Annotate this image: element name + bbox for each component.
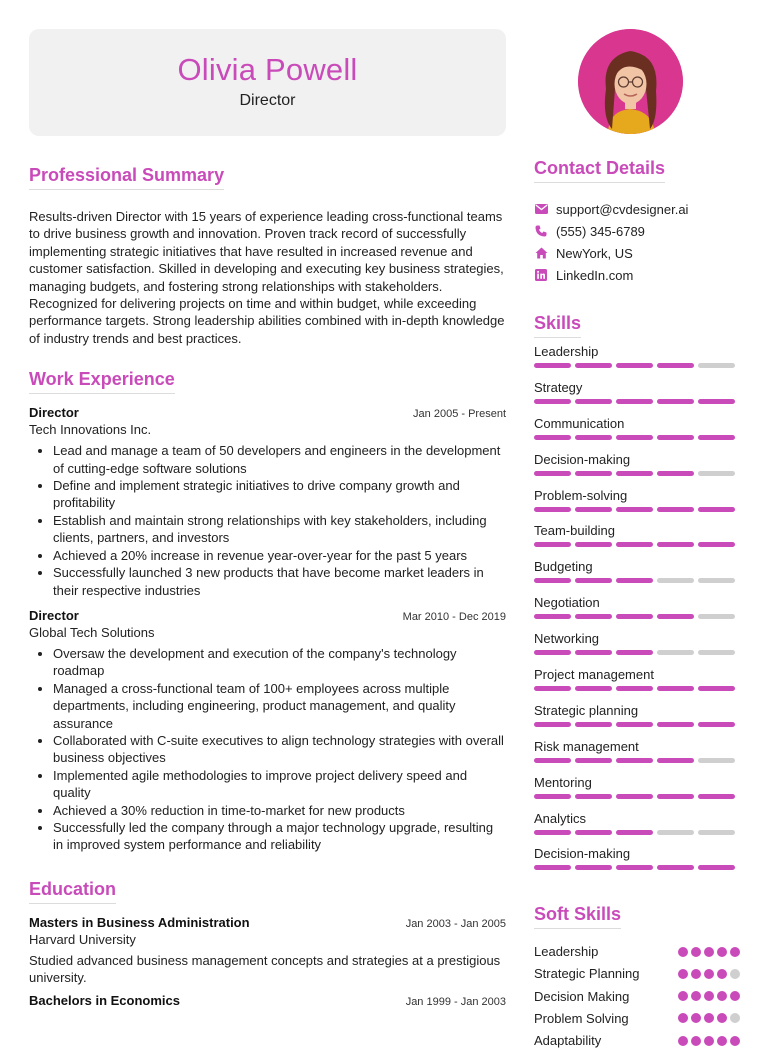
name-header: [29, 29, 506, 136]
skill-level-segment: [534, 722, 571, 727]
skill-level-segment: [575, 435, 612, 440]
candidate-name: Olivia Powell: [177, 52, 358, 87]
education-entry: [29, 915, 506, 987]
avatar: [578, 29, 683, 134]
degree-title: Bachelors in Economics: [29, 992, 180, 1008]
rating-dot: [717, 1013, 727, 1023]
job-title: Director: [29, 607, 79, 623]
job-title: Director: [29, 405, 79, 421]
skill-level-segment: [616, 507, 653, 512]
skill-level-bar: [534, 686, 740, 691]
skill-level-segment: [698, 435, 735, 440]
contact-linkedin[interactable]: [534, 264, 740, 286]
education-heading: Education: [29, 879, 116, 904]
skill-level-segment: [616, 471, 653, 476]
soft-skill-label: Adaptability: [534, 1033, 602, 1049]
list-item: • Successfully launched 3 new products that have become market leaders in their respective industries: [53, 564, 506, 599]
skill-level-segment: [657, 722, 694, 727]
skill-item: [534, 416, 740, 448]
skill-label: Budgeting: [534, 559, 593, 575]
skill-label: Problem-solving: [534, 487, 628, 503]
school-name: Harvard University: [29, 931, 136, 947]
soft-skill-rating: [678, 969, 740, 979]
skill-item: [534, 523, 740, 555]
soft-skill-item: [534, 940, 740, 962]
list-item: • Lead and manage a team of 50 developers and engineers in the development of cutting-edge software solutions: [53, 442, 506, 477]
skill-level-segment: [616, 363, 653, 368]
contact-linkedin-text: LinkedIn.com: [556, 267, 634, 283]
skill-level-segment: [698, 363, 735, 368]
list-item: • Successfully led the company through a major technology upgrade, resulting in improved system performance and reliability: [53, 819, 506, 854]
job-dates: Mar 2010 - Dec 2019: [402, 610, 506, 623]
rating-dot: [704, 991, 714, 1001]
rating-dot: [678, 991, 688, 1001]
soft-skill-rating: [678, 1036, 740, 1046]
skill-level-segment: [657, 758, 694, 763]
skill-level-segment: [575, 722, 612, 727]
skill-level-segment: [534, 507, 571, 512]
skill-level-bar: [534, 794, 740, 799]
rating-dot: [730, 1013, 740, 1023]
list-item: • Achieved a 30% reduction in time-to-market for new products: [53, 802, 506, 819]
rating-dot: [717, 991, 727, 1001]
degree-dates: Jan 2003 - Jan 2005: [405, 917, 506, 930]
skill-item: [534, 739, 740, 771]
skill-level-segment: [657, 865, 694, 870]
phone-icon: [534, 224, 548, 238]
skill-label: Risk management: [534, 738, 639, 754]
skill-level-segment: [575, 507, 612, 512]
soft-skill-item: [534, 1007, 740, 1029]
degree-title: Masters in Business Administration: [29, 914, 250, 930]
skill-level-segment: [616, 399, 653, 404]
skill-level-segment: [534, 542, 571, 547]
skill-level-bar: [534, 507, 740, 512]
candidate-role: Director: [239, 92, 296, 109]
contact-email[interactable]: [534, 198, 740, 220]
list-item: • Define and implement strategic initiatives to drive company growth and profitability: [53, 477, 506, 512]
skill-level-segment: [657, 794, 694, 799]
skill-level-segment: [698, 686, 735, 691]
soft-skill-item: [534, 963, 740, 985]
list-item: • Oversaw the development and execution of the company's technology roadmap: [53, 645, 506, 680]
degree-description: Studied advanced business management concepts and strategies at a prestigious university.: [29, 952, 501, 986]
skill-level-bar: [534, 758, 740, 763]
job-bullets: [29, 645, 506, 854]
skill-level-segment: [698, 650, 735, 655]
rating-dot: [704, 1036, 714, 1046]
rating-dot: [678, 969, 688, 979]
skill-level-segment: [657, 830, 694, 835]
skill-level-segment: [534, 614, 571, 619]
rating-dot: [704, 969, 714, 979]
skill-level-segment: [698, 578, 735, 583]
soft-skill-label: Strategic Planning: [534, 966, 640, 982]
skill-level-segment: [616, 758, 653, 763]
skill-level-segment: [534, 865, 571, 870]
rating-dot: [717, 947, 727, 957]
skill-level-segment: [657, 614, 694, 619]
skill-level-segment: [534, 830, 571, 835]
contact-email-text: support@cvdesigner.ai: [556, 201, 689, 217]
skill-level-bar: [534, 399, 740, 404]
contact-location-text: NewYork, US: [556, 245, 633, 261]
list-item: • Implemented agile methodologies to improve project delivery speed and quality: [53, 767, 506, 802]
skill-level-segment: [698, 830, 735, 835]
skill-item: [534, 846, 740, 878]
contact-phone-text: (555) 345-6789: [556, 223, 645, 239]
skill-level-segment: [657, 542, 694, 547]
list-item: • Collaborated with C-suite executives to align technology strategies with overall business objectives: [53, 732, 506, 767]
summary-heading: Professional Summary: [29, 165, 224, 190]
skill-level-segment: [575, 399, 612, 404]
skill-level-segment: [657, 650, 694, 655]
soft-skill-rating: [678, 991, 740, 1001]
skill-level-segment: [534, 650, 571, 655]
rating-dot: [691, 1036, 701, 1046]
soft-skills-list: [534, 940, 740, 1051]
rating-dot: [717, 1036, 727, 1046]
skill-level-segment: [616, 578, 653, 583]
rating-dot: [730, 969, 740, 979]
skill-level-bar: [534, 865, 740, 870]
skill-level-segment: [698, 758, 735, 763]
skill-level-segment: [698, 794, 735, 799]
skill-level-segment: [575, 614, 612, 619]
rating-dot: [730, 1036, 740, 1046]
skill-level-segment: [616, 650, 653, 655]
skill-level-segment: [698, 614, 735, 619]
contact-heading: Contact Details: [534, 158, 665, 183]
skill-level-segment: [575, 865, 612, 870]
soft-skill-item: [534, 1030, 740, 1052]
skill-level-segment: [616, 722, 653, 727]
list-item: • Managed a cross-functional team of 100+ employees across multiple departments, including engineering, product management, and quality assurance: [53, 680, 506, 732]
rating-dot: [730, 947, 740, 957]
skill-item: [534, 595, 740, 627]
job-entry: [29, 608, 506, 854]
rating-dot: [678, 947, 688, 957]
skill-level-segment: [657, 399, 694, 404]
skill-level-segment: [616, 830, 653, 835]
skill-level-segment: [575, 471, 612, 476]
skill-level-segment: [657, 507, 694, 512]
skill-level-bar: [534, 722, 740, 727]
skill-level-segment: [575, 542, 612, 547]
rating-dot: [691, 1013, 701, 1023]
soft-skill-label: Decision Making: [534, 988, 630, 1004]
skill-level-segment: [698, 722, 735, 727]
skill-item: [534, 703, 740, 735]
skill-level-segment: [698, 507, 735, 512]
rating-dot: [691, 991, 701, 1001]
skills-heading: Skills: [534, 313, 581, 338]
soft-skill-rating: [678, 1013, 740, 1023]
rating-dot: [704, 947, 714, 957]
skill-level-segment: [657, 686, 694, 691]
skill-level-segment: [616, 865, 653, 870]
skill-level-segment: [657, 435, 694, 440]
rating-dot: [691, 947, 701, 957]
skill-level-segment: [534, 686, 571, 691]
skill-level-segment: [534, 578, 571, 583]
job-entry: [29, 405, 506, 599]
skill-level-segment: [534, 758, 571, 763]
skill-level-segment: [575, 578, 612, 583]
job-bullets: [29, 442, 506, 599]
skill-level-segment: [534, 399, 571, 404]
skill-label: Decision-making: [534, 846, 631, 862]
rating-dot: [678, 1013, 688, 1023]
skill-level-segment: [575, 794, 612, 799]
skill-item: [534, 811, 740, 843]
summary-text: Results-driven Director with 15 years of experience leading cross-functional teams to drive business growth and innovation. Proven track record of successfully implementing strategic initiatives that have resulted in increased revenue and customer satisfaction. Skilled in developing and executing key business strategies, managing budgets, and fostering strong relationships with stakeholders. Recognized for delivering projects on time and within budget, while exceeding performance targets. Strong leadership abilities combined with in-depth knowledge of industry trends and best practices.: [29, 209, 505, 346]
skill-item: [534, 775, 740, 807]
rating-dot: [691, 969, 701, 979]
skill-label: Decision-making: [534, 451, 631, 467]
skill-level-segment: [534, 435, 571, 440]
soft-skills-heading: Soft Skills: [534, 904, 621, 929]
experience-heading: Work Experience: [29, 369, 175, 394]
soft-skill-label: Problem Solving: [534, 1010, 629, 1026]
skill-item: [534, 559, 740, 591]
education-entry: [29, 993, 506, 1008]
skill-level-bar: [534, 614, 740, 619]
degree-dates: Jan 1999 - Jan 2003: [405, 995, 506, 1008]
skill-level-segment: [575, 830, 612, 835]
skill-label: Networking: [534, 631, 600, 647]
skill-level-segment: [657, 471, 694, 476]
skill-label: Project management: [534, 667, 654, 683]
envelope-icon: [534, 202, 548, 216]
job-dates: Jan 2005 - Present: [413, 408, 506, 421]
list-item: • Establish and maintain strong relationships with key stakeholders, including clients, partners, and investors: [53, 512, 506, 547]
contact-phone[interactable]: [534, 220, 740, 242]
rating-dot: [730, 991, 740, 1001]
skill-label: Negotiation: [534, 595, 600, 611]
skill-level-segment: [616, 614, 653, 619]
soft-skill-item: [534, 985, 740, 1007]
skill-label: Leadership: [534, 344, 599, 359]
skill-level-segment: [698, 471, 735, 476]
skill-level-segment: [698, 865, 735, 870]
skill-item: [534, 344, 740, 376]
rating-dot: [717, 969, 727, 979]
rating-dot: [704, 1013, 714, 1023]
skill-level-segment: [534, 363, 571, 368]
skill-level-bar: [534, 650, 740, 655]
skill-level-segment: [534, 794, 571, 799]
skill-level-segment: [657, 363, 694, 368]
skill-level-segment: [616, 686, 653, 691]
skill-item: [534, 452, 740, 484]
skill-label: Team-building: [534, 523, 615, 539]
skill-label: Strategic planning: [534, 702, 639, 718]
skill-item: [534, 380, 740, 412]
job-company: Tech Innovations Inc.: [29, 422, 152, 438]
job-company: Global Tech Solutions: [29, 624, 155, 640]
skill-label: Communication: [534, 415, 625, 431]
avatar-portrait: [578, 29, 683, 134]
home-icon: [534, 246, 548, 260]
skill-label: Analytics: [534, 810, 587, 826]
soft-skill-rating: [678, 947, 740, 957]
soft-skill-label: Leadership: [534, 944, 599, 959]
skill-level-bar: [534, 578, 740, 583]
skill-level-segment: [575, 686, 612, 691]
contact-location: [534, 242, 740, 264]
skill-level-segment: [698, 399, 735, 404]
skill-level-segment: [534, 471, 571, 476]
skills-list: [534, 344, 740, 878]
skill-item: [534, 631, 740, 663]
rating-dot: [678, 1036, 688, 1046]
skill-level-bar: [534, 363, 740, 368]
skill-level-segment: [616, 542, 653, 547]
skill-level-segment: [575, 758, 612, 763]
list-item: • Achieved a 20% increase in revenue year-over-year for the past 5 years: [53, 547, 506, 564]
skill-level-segment: [698, 542, 735, 547]
contact-list: [534, 198, 740, 286]
skill-level-bar: [534, 435, 740, 440]
skill-level-segment: [657, 578, 694, 583]
skill-level-segment: [575, 363, 612, 368]
skill-label: Strategy: [534, 379, 583, 395]
skill-level-segment: [575, 650, 612, 655]
skill-level-segment: [616, 435, 653, 440]
skill-level-bar: [534, 830, 740, 835]
skill-label: Mentoring: [534, 774, 592, 790]
skill-level-bar: [534, 471, 740, 476]
skill-item: [534, 667, 740, 699]
skill-level-segment: [616, 794, 653, 799]
skill-item: [534, 488, 740, 520]
left-column: [29, 165, 506, 1008]
linkedin-icon: [534, 268, 548, 282]
right-column: [534, 158, 740, 1052]
skill-level-bar: [534, 542, 740, 547]
